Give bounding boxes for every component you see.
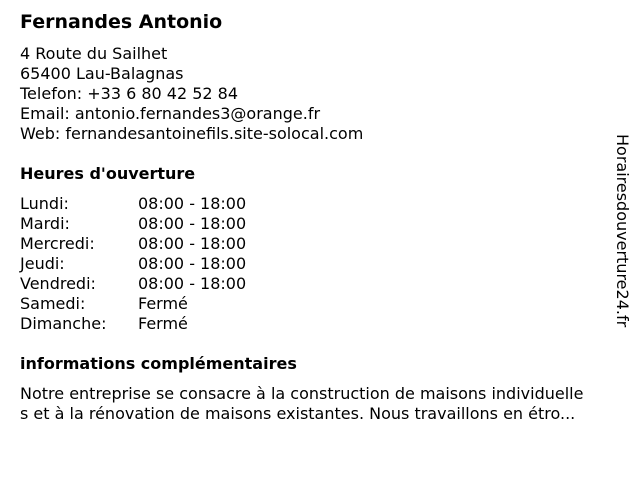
address-street: 4 Route du Sailhet [20, 44, 168, 63]
website-url: Web: fernandesantoinefils.site-solocal.com [20, 124, 364, 143]
description-line-2: s et à la rénovation de maisons existantes. Nous travaillons en étro... [20, 404, 576, 423]
hours-time-saturday: Fermé [138, 294, 188, 313]
hours-time-tuesday: 08:00 - 18:00 [138, 214, 247, 233]
hours-day-monday: Lundi: [20, 194, 69, 213]
hours-time-thursday: 08:00 - 18:00 [138, 254, 247, 273]
business-name: Fernandes Antonio [20, 11, 223, 33]
description-line-1: Notre entreprise se consacre à la construction de maisons individuelle [20, 384, 584, 403]
opening-hours-heading: Heures d'ouverture [20, 164, 196, 183]
hours-day-sunday: Dimanche: [20, 314, 107, 333]
hours-time-wednesday: 08:00 - 18:00 [138, 234, 247, 253]
hours-day-wednesday: Mercredi: [20, 234, 95, 253]
hours-day-thursday: Jeudi: [20, 254, 65, 273]
additional-info-heading: informations complémentaires [20, 354, 297, 373]
hours-day-saturday: Samedi: [20, 294, 86, 313]
hours-time-monday: 08:00 - 18:00 [138, 194, 247, 213]
hours-time-friday: 08:00 - 18:00 [138, 274, 247, 293]
phone-number: Telefon: +33 6 80 42 52 84 [20, 84, 239, 103]
email-address: Email: antonio.fernandes3@orange.fr [20, 104, 321, 123]
site-watermark: Horairesdouverture24.fr [613, 134, 632, 328]
address-city: 65400 Lau-Balagnas [20, 64, 184, 83]
hours-day-tuesday: Mardi: [20, 214, 70, 233]
hours-day-friday: Vendredi: [20, 274, 96, 293]
hours-time-sunday: Fermé [138, 314, 188, 333]
